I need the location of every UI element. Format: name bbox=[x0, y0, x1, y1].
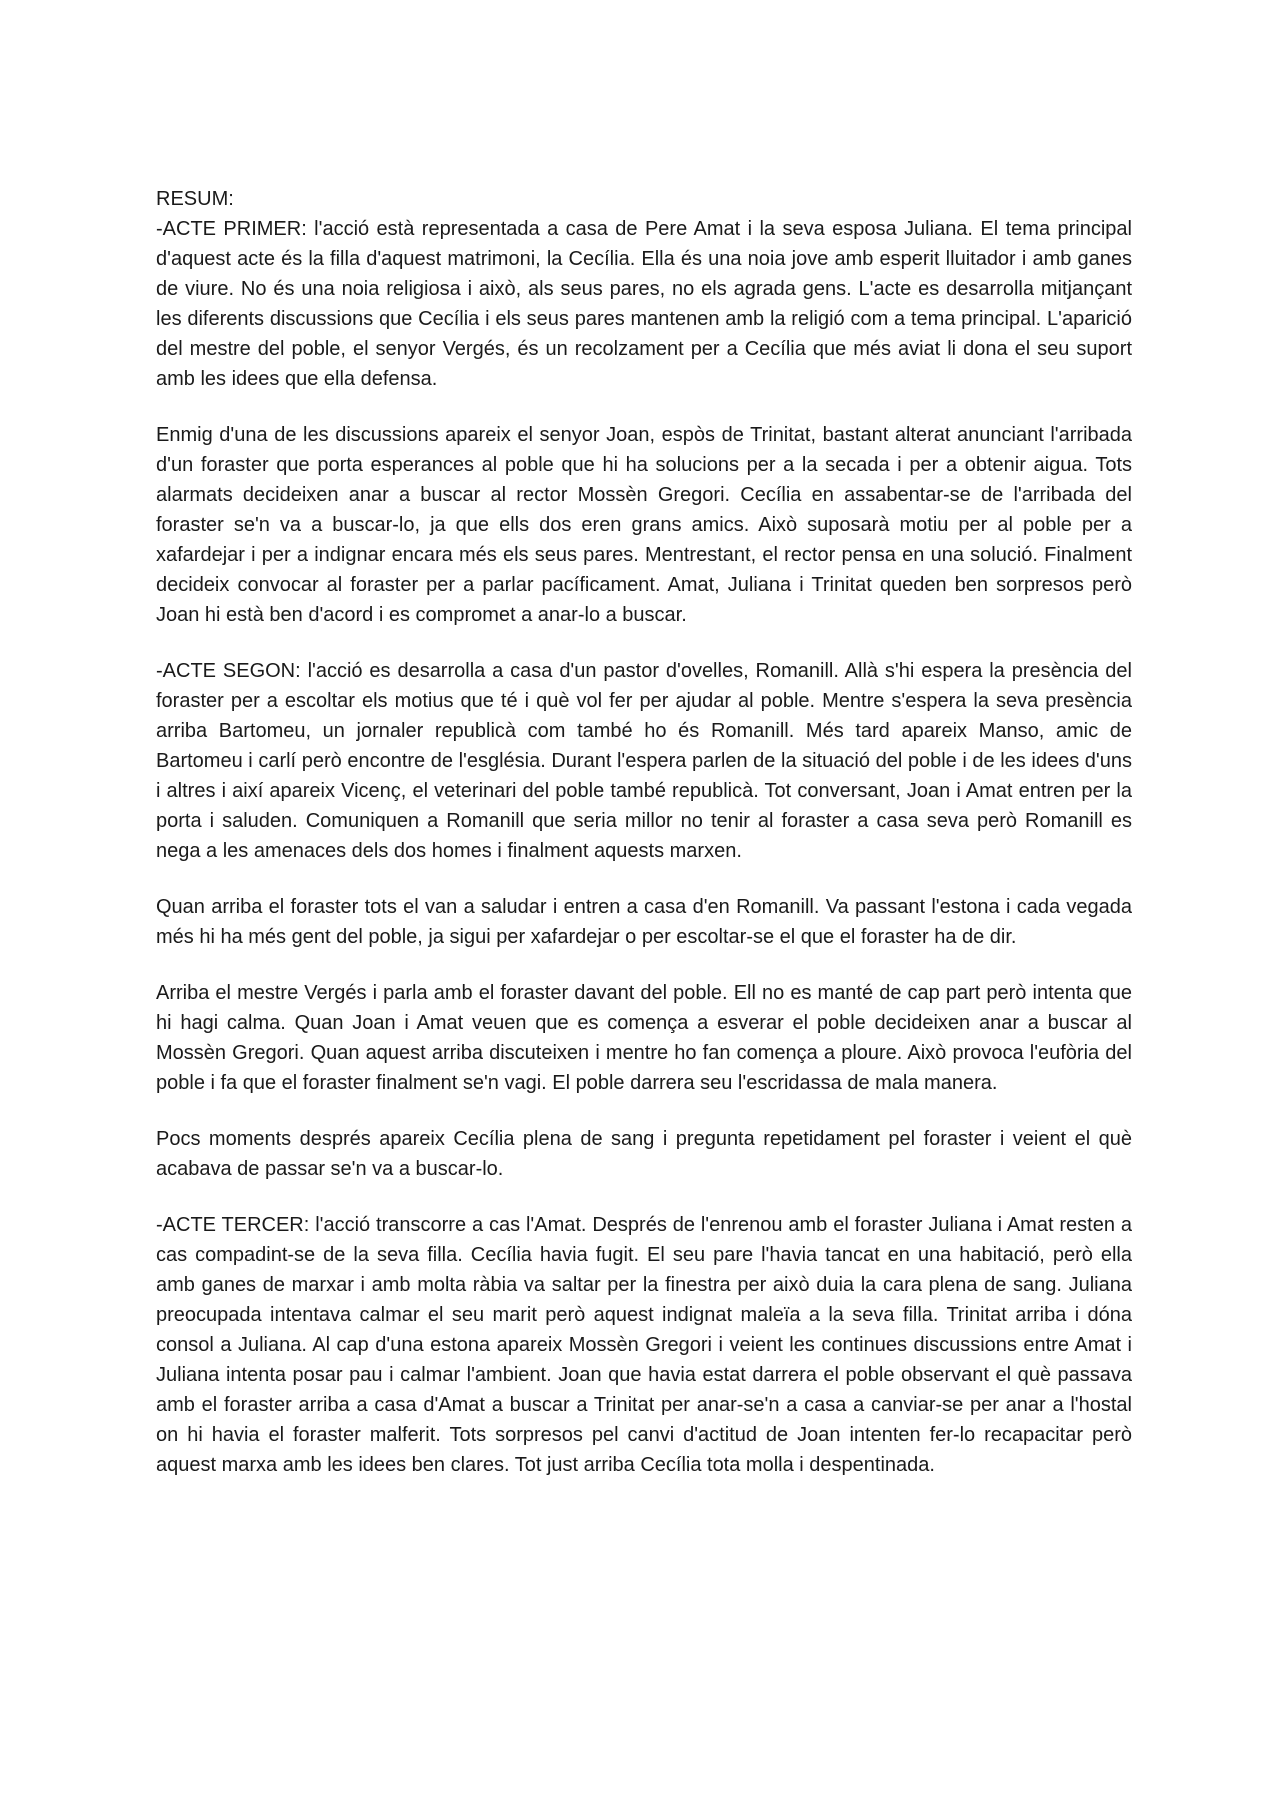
document-page bbox=[156, 184, 1132, 1480]
paragraph-cecilia-sang: Pocs moments després apareix Cecília plena de sang i pregunta repetidament pel foraster i veient el què acabava de passar se'n va a buscar-lo. bbox=[156, 1128, 1132, 1180]
paragraph-acte-segon: -ACTE SEGON: l'acció es desarrolla a casa d'un pastor d'ovelles, Romanill. Allà s'hi espera la presència del foraster per a escoltar els motius que té i què vol fer per ajudar al poble. Mentre s'espera la seva presència arriba Bartomeu, un jornaler republicà com també ho és Romanill. Més tard apareix Manso, amic de Bartomeu i carlí però encontre de l'església. Durant l'espera parlen de la situació del poble i de les idees d'uns i altres i així apareix Vicenç, el veterinari del poble també republicà. Tot conversant, Joan i Amat entren per la porta i saluden. Comuniquen a Romanill que seria millor no tenir al foraster a casa seva però Romanill es nega a les amenaces dels dos homes i finalment aquests marxen. bbox=[156, 660, 1132, 862]
paragraph-mestre-verges: Arriba el mestre Vergés i parla amb el foraster davant del poble. Ell no es manté de cap part però intenta que hi hagi calma. Quan Joan i Amat veuen que es comença a esverar el poble decideixen anar a buscar al Mossèn Gregori. Quan aquest arriba discuteixen i mentre ho fan comença a ploure. Això provoca l'eufòria del poble i fa que el foraster finalment se'n vagi. El poble darrera seu l'escridassa de mala manera. bbox=[156, 982, 1132, 1094]
summary-heading: RESUM: bbox=[156, 188, 234, 210]
paragraph-acte-primer: -ACTE PRIMER: l'acció està representada a casa de Pere Amat i la seva esposa Juliana. El tema principal d'aquest acte és la filla d'aquest matrimoni, la Cecília. Ella és una noia jove amb esperit lluitador i amb ganes de viure. No és una noia religiosa i això, als seus pares, no els agrada gens. L'acte es desarrolla mitjançant les diferents discussions que Cecília i els seus pares mantenen amb la religió com a tema principal. L'aparició del mestre del poble, el senyor Vergés, és un recolzament per a Cecília que més aviat li dona el seu suport amb les idees que ella defensa. bbox=[156, 218, 1132, 390]
paragraph-arribada-foraster: Enmig d'una de les discussions apareix el senyor Joan, espòs de Trinitat, bastant alterat anunciant l'arribada d'un foraster que porta esperances al poble que hi ha solucions per a la secada i per a obtenir aigua. Tots alarmats decideixen anar a buscar al rector Mossèn Gregori. Cecília en assabentar-se de l'arribada del foraster se'n va a buscar-lo, ja que ells dos eren grans amics. Això suposarà motiu per al poble per a xafardejar i per a indignar encara més els seus pares. Mentrestant, el rector pensa en una solució. Finalment decideix convocar al foraster per a parlar pacíficament. Amat, Juliana i Trinitat queden ben sorpresos però Joan hi està ben d'acord i es compromet a anar-lo a buscar. bbox=[156, 424, 1132, 626]
paragraph-acte-tercer: -ACTE TERCER: l'acció transcorre a cas l'Amat. Després de l'enrenou amb el foraster Juliana i Amat resten a cas compadint-se de la seva filla. Cecília havia fugit. El seu pare l'havia tancat en una habitació, però ella amb ganes de marxar i amb molta ràbia va saltar per la finestra per això duia la cara plena de sang. Juliana preocupada intentava calmar el seu marit però aquest indignat maleïa a la seva filla. Trinitat arriba i dóna consol a Juliana. Al cap d'una estona apareix Mossèn Gregori i veient les continues discussions entre Amat i Juliana intenta posar pau i calmar l'ambient. Joan que havia estat darrera el poble observant el què passava amb el foraster arriba a casa d'Amat a buscar a Trinitat per anar-se'n a casa a canviar-se per anar a l'hostal on hi havia el foraster malferit. Tots sorpresos pel canvi d'actitud de Joan intenten fer-lo recapacitar però aquest marxa amb les idees ben clares. Tot just arriba Cecília tota molla i despentinada. bbox=[156, 1214, 1132, 1476]
paragraph-arriba-foraster: Quan arriba el foraster tots el van a saludar i entren a casa d'en Romanill. Va passant l'estona i cada vegada més hi ha més gent del poble, ja sigui per xafardejar o per escoltar-se el que el foraster ha de dir. bbox=[156, 896, 1132, 948]
